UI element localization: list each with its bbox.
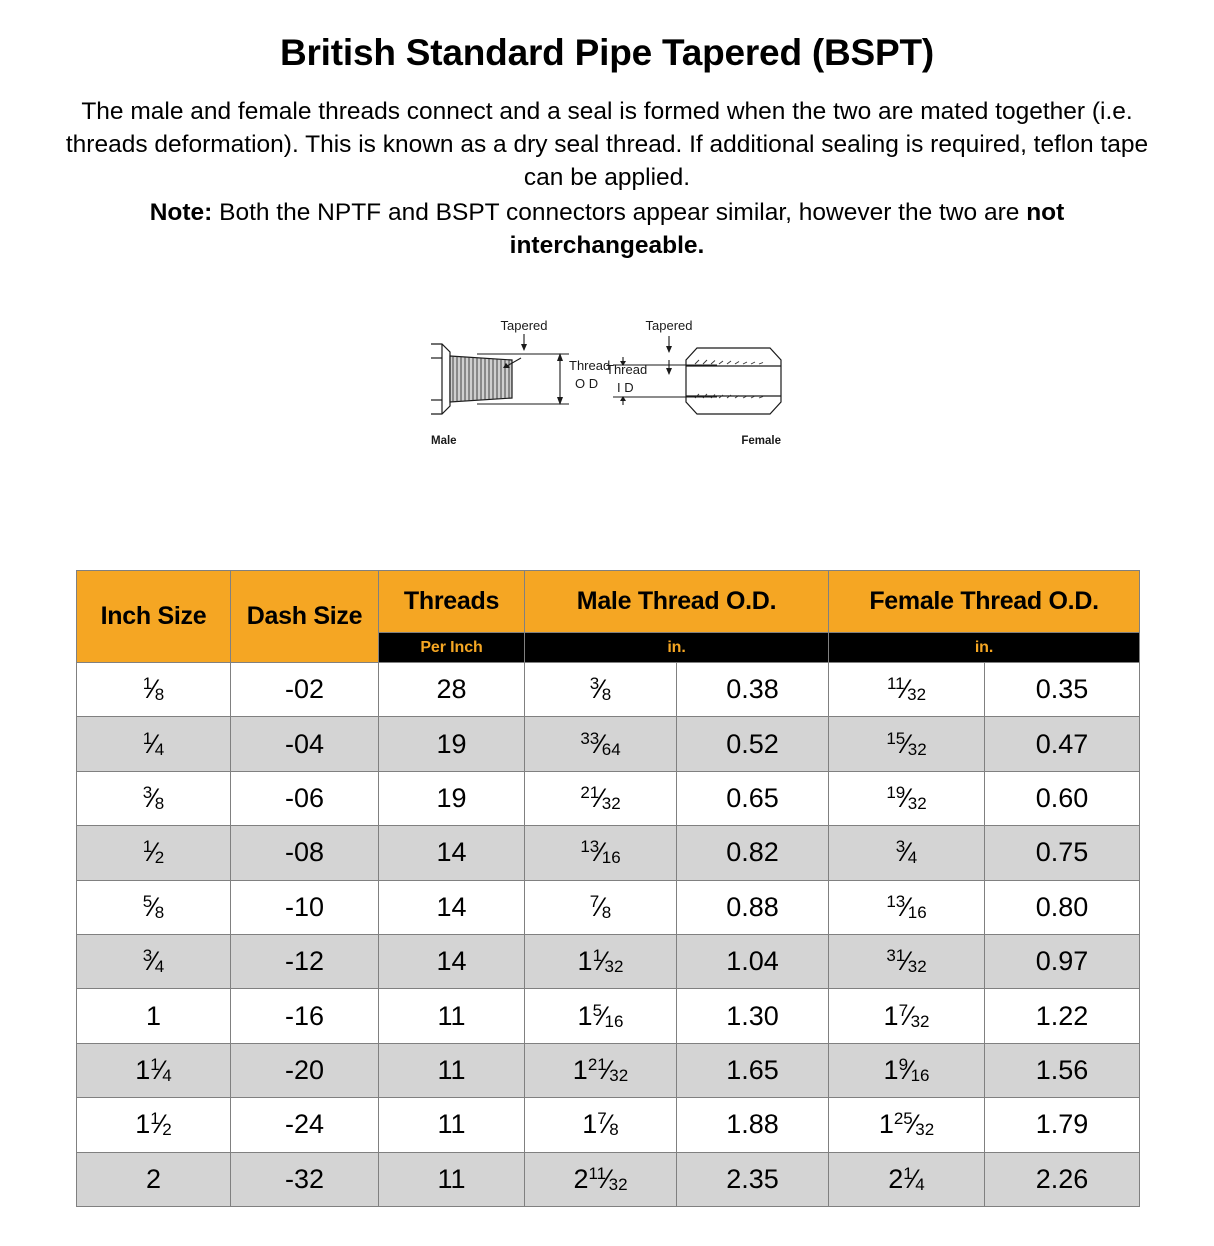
cell-female-fraction: $1^7⁄32$ [829,989,985,1043]
header-inch-size: Inch Size [77,571,231,663]
cell-female-decimal: 1.56 [985,1043,1140,1097]
cell-dash-size: -04 [231,717,379,771]
cell-dash-size: -12 [231,934,379,988]
cell-male-decimal: 0.52 [677,717,829,771]
cell-male-fraction: $2^{11}⁄32$ [525,1152,677,1206]
table-row [77,989,1140,1043]
cell-male-fraction: $1^7⁄8$ [525,1098,677,1152]
note-body: Both the NPTF and BSPT connectors appear similar, however the two are [212,198,1027,226]
cell-male-decimal: 0.88 [677,880,829,934]
cell-threads-per-inch: 28 [379,663,525,717]
table-header-row-main [77,571,1140,633]
cell-female-fraction: $^{15}$⁄32 [829,717,985,771]
table-row [77,663,1140,717]
cell-male-fraction: $1^{21}⁄32$ [525,1043,677,1097]
table-body [77,663,1140,1207]
cell-female-decimal: 2.26 [985,1152,1140,1206]
cell-threads-per-inch: 11 [379,1098,525,1152]
intro-note [57,196,1157,262]
cell-threads-per-inch: 11 [379,989,525,1043]
spec-table-container [76,570,1139,1207]
cell-threads-per-inch: 14 [379,934,525,988]
cell-dash-size: -24 [231,1098,379,1152]
cell-female-decimal: 1.22 [985,989,1140,1043]
cell-inch-size: $^1$⁄2 [77,826,231,880]
male-thread-label-2: O D [575,375,599,391]
cell-female-decimal: 1.79 [985,1098,1140,1152]
header-female-thread-od: Female Thread O.D. [829,571,1140,633]
header-threads: Threads [379,571,525,633]
cell-male-fraction: $1^5⁄16$ [525,989,677,1043]
note-label: Note: [149,198,213,226]
cell-male-decimal: 1.65 [677,1043,829,1097]
table-row [77,771,1140,825]
header-dash-size: Dash Size [231,571,379,663]
bspt-spec-table [76,570,1140,1207]
cell-male-decimal: 0.65 [677,771,829,825]
cell-female-fraction: $^{13}$⁄16 [829,880,985,934]
male-tapered-label: Tapered [500,317,548,333]
table-row [77,934,1140,988]
cell-female-fraction: $1^9⁄16$ [829,1043,985,1097]
cell-female-fraction: $^{19}$⁄32 [829,771,985,825]
cell-male-decimal: 1.30 [677,989,829,1043]
cell-female-decimal: 0.80 [985,880,1140,934]
cell-female-fraction: $^{31}$⁄32 [829,934,985,988]
cell-inch-size: $^3$⁄4 [77,934,231,988]
cell-female-fraction: $1^{25}⁄32$ [829,1098,985,1152]
cell-threads-per-inch: 14 [379,826,525,880]
cell-male-fraction: $^{13}$⁄16 [525,826,677,880]
table-row [77,826,1140,880]
cell-dash-size: -20 [231,1043,379,1097]
subheader-male-units: in. [525,633,829,663]
header-male-thread-od: Male Thread O.D. [525,571,829,633]
cell-dash-size: -16 [231,989,379,1043]
table-row [77,1098,1140,1152]
cell-threads-per-inch: 11 [379,1043,525,1097]
female-thread-label-2: I D [617,379,634,395]
cell-female-fraction: $^{11}$⁄32 [829,663,985,717]
cell-female-decimal: 0.60 [985,771,1140,825]
cell-female-decimal: 0.35 [985,663,1140,717]
female-label: Female [741,434,781,447]
cell-female-fraction: $^3$⁄4 [829,826,985,880]
cell-male-fraction: $1^1⁄32$ [525,934,677,988]
cell-inch-size: $1^1⁄4$ [77,1043,231,1097]
cell-inch-size: $^3$⁄8 [77,771,231,825]
thread-diagram [417,308,797,458]
intro-text-block [57,95,1157,262]
cell-male-decimal: 0.82 [677,826,829,880]
cell-inch-size: 2 [77,1152,231,1206]
cell-dash-size: -02 [231,663,379,717]
cell-dash-size: -32 [231,1152,379,1206]
cell-dash-size: -08 [231,826,379,880]
cell-male-fraction: $^7$⁄8 [525,880,677,934]
cell-threads-per-inch: 14 [379,880,525,934]
cell-threads-per-inch: 19 [379,717,525,771]
page-title: British Standard Pipe Tapered (BSPT) [279,32,935,73]
cell-female-fraction: $2^1⁄4$ [829,1152,985,1206]
note-emphasis: not interchangeable. [509,198,1065,259]
cell-female-decimal: 0.75 [985,826,1140,880]
cell-threads-per-inch: 11 [379,1152,525,1206]
male-label: Male [431,434,457,447]
cell-dash-size: -10 [231,880,379,934]
table-row [77,880,1140,934]
table-head [77,571,1140,663]
subheader-per-inch: Per Inch [379,633,525,663]
cell-inch-size: $^1$⁄4 [77,717,231,771]
cell-male-decimal: 1.04 [677,934,829,988]
thread-diagram-svg [417,308,797,458]
cell-inch-size: 1 [77,989,231,1043]
female-thread-label-1: Thread [606,361,648,377]
cell-male-fraction: $^3$⁄8 [525,663,677,717]
table-row [77,1043,1140,1097]
cell-female-decimal: 0.47 [985,717,1140,771]
female-tapered-label: Tapered [645,317,693,333]
cell-male-decimal: 0.38 [677,663,829,717]
cell-threads-per-inch: 19 [379,771,525,825]
cell-male-decimal: 2.35 [677,1152,829,1206]
cell-female-decimal: 0.97 [985,934,1140,988]
cell-inch-size: $^1$⁄8 [77,663,231,717]
cell-inch-size: $^5$⁄8 [77,880,231,934]
table-row [77,717,1140,771]
subheader-female-units: in. [829,633,1140,663]
cell-male-decimal: 1.88 [677,1098,829,1152]
table-row [77,1152,1140,1206]
male-thread-label-1: Thread [569,357,611,373]
cell-dash-size: -06 [231,771,379,825]
cell-inch-size: $1^1⁄2$ [77,1098,231,1152]
intro-paragraph: The male and female threads connect and a seal is formed when the two are mated together (i.e. threads deformation). This is known as a dry seal thread. If additional sealing is required, teflon tape can be applied. [65,97,1149,191]
cell-male-fraction: $^{33}$⁄64 [525,717,677,771]
cell-male-fraction: $^{21}$⁄32 [525,771,677,825]
